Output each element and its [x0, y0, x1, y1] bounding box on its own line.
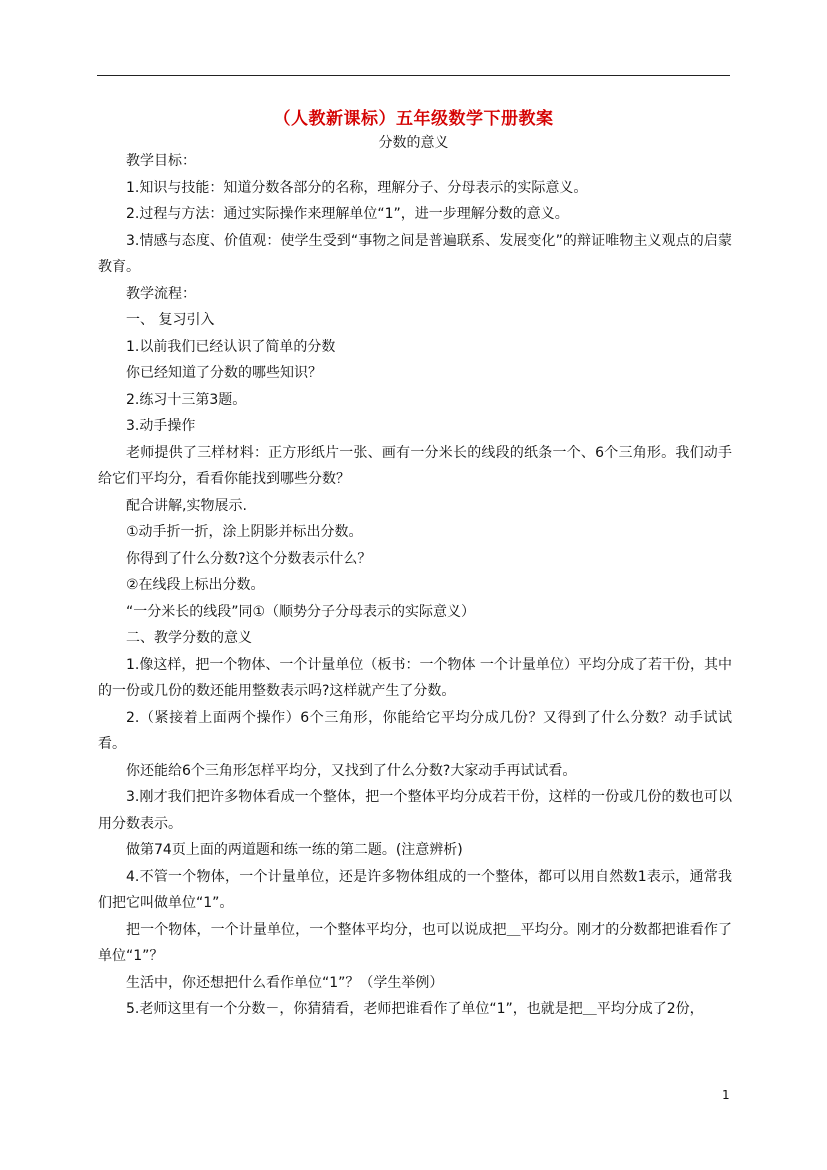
paragraph: 把一个物体，一个计量单位，一个整体平均分，也可以说成把＿平均分。刚才的分数都把谁看作了单位“1”？ — [98, 921, 732, 964]
document-title: （人教新课标）五年级数学下册教案 — [273, 109, 554, 129]
document-body — [98, 148, 732, 1023]
paragraph: ①动手折一折，涂上阴影并标出分数。 — [126, 524, 363, 540]
paragraph: ②在线段上标出分数。 — [126, 577, 265, 593]
paragraph: 老师提供了三样材料：正方形纸片一张、画有一分米长的线段的纸条一个、6个三角形。我们动手给它们平均分，看看你能找到哪些分数？ — [98, 444, 732, 487]
paragraph: 你已经知道了分数的哪些知识？ — [126, 365, 322, 381]
header-rule — [97, 75, 730, 76]
paragraph: 3.刚才我们把许多物体看成一个整体，把一个整体平均分成若干份，这样的一份或几份的数也可以用分数表示。 — [98, 789, 732, 832]
paragraph: 一、 复习引入 — [126, 312, 215, 328]
document-subtitle: 分数的意义 — [378, 135, 449, 151]
paragraph: 做第74页上面的两道题和练一练的第二题。(注意辨析) — [126, 842, 463, 858]
paragraph: 教学流程： — [126, 285, 196, 302]
paragraph: 2.过程与方法：通过实际操作来理解单位“1”，进一步理解分数的意义。 — [126, 206, 569, 222]
paragraph: 二、教学分数的意义 — [126, 630, 252, 646]
paragraph: 你还能给6个三角形怎样平均分，又找到了什么分数?大家动手再试试看。 — [126, 762, 577, 779]
paragraph: 教学目标： — [126, 153, 196, 169]
page-number: 1 — [722, 1088, 730, 1102]
paragraph: 1.像这样，把一个物体、一个计量单位（板书：一个物体 一个计量单位）平均分成了若干份，其中的一份或几份的数还能用整数表示吗?这样就产生了分数。 — [98, 656, 732, 699]
paragraph: 2.（紧接着上面两个操作）6个三角形，你能给它平均分成几份？又得到了什么分数？动手试试看。 — [98, 709, 732, 752]
paragraph: 3.情感与态度、价值观：使学生受到“事物之间是普遍联系、发展变化”的辩证唯物主义观点的启蒙教育。 — [98, 232, 732, 275]
paragraph: 4.不管一个物体，一个计量单位，还是许多物体组成的一个整体，都可以用自然数1表示，通常我们把它叫做单位“1”。 — [98, 868, 732, 911]
paragraph: 1.以前我们已经认识了简单的分数 — [126, 338, 336, 355]
paragraph: 配合讲解,实物展示. — [126, 497, 247, 514]
paragraph: “一分米长的线段”同①（顺势分子分母表示的实际意义） — [126, 603, 476, 620]
paragraph: 生活中，你还想把什么看作单位“1”？（学生举例） — [126, 974, 444, 991]
paragraph: 你得到了什么分数?这个分数表示什么？ — [126, 550, 372, 567]
paragraph: 3.动手操作 — [126, 418, 196, 434]
paragraph: 1.知识与技能：知道分数各部分的名称，理解分子、分母表示的实际意义。 — [126, 179, 588, 196]
paragraph: 2.练习十三第3题。 — [126, 391, 247, 408]
paragraph: 5.老师这里有一个分数－，你猜猜看，老师把谁看作了单位“1”，也就是把＿平均分成了2份， — [126, 1001, 704, 1017]
